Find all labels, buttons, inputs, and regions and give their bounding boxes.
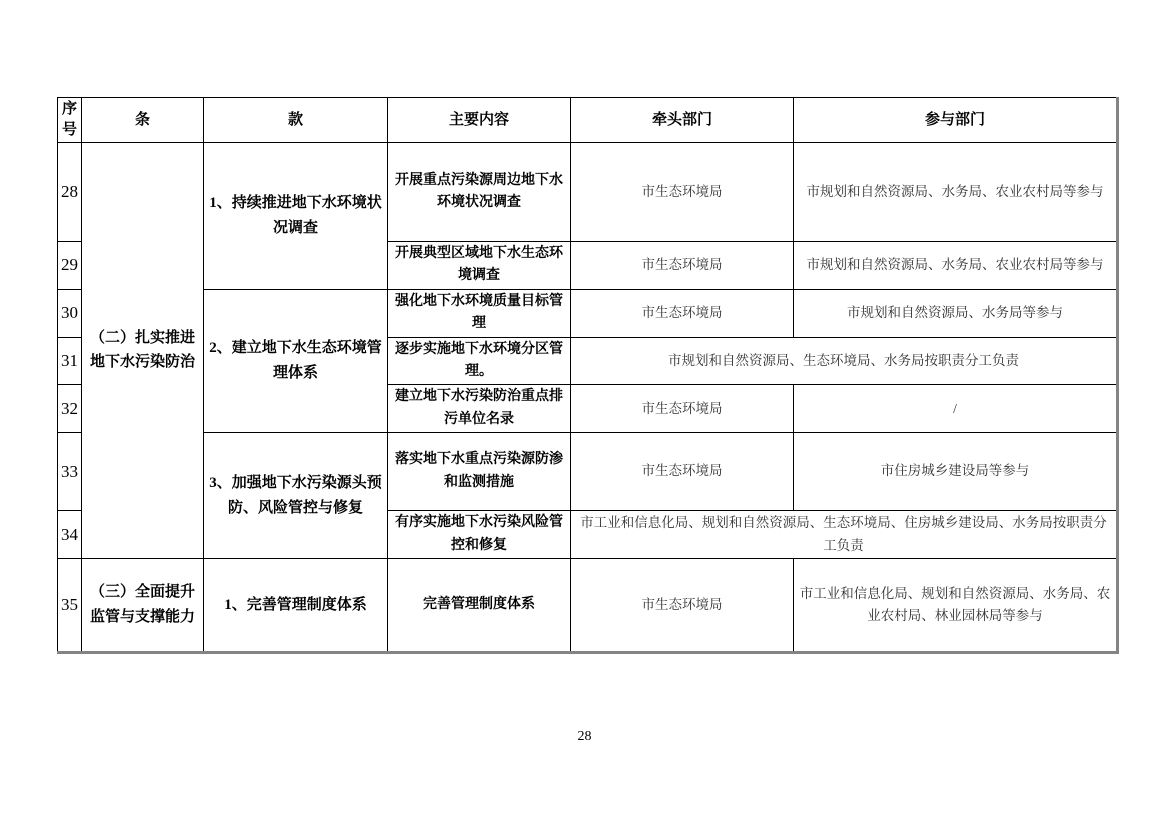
row-number: 32: [58, 385, 82, 433]
lead-dept-cell: 市生态环境局: [571, 289, 794, 337]
row-number: 34: [58, 511, 82, 559]
table-row-35: [58, 558, 1118, 652]
content-cell: 有序实施地下水污染风险管控和修复: [388, 511, 571, 559]
row-number: 35: [58, 558, 82, 652]
row-number: 31: [58, 337, 82, 385]
lead-dept-cell: 市生态环境局: [571, 242, 794, 290]
merged-dept-cell: 市规划和自然资源局、生态环境局、水务局按职责分工负责: [571, 337, 1118, 385]
content-cell: 建立地下水污染防治重点排污单位名录: [388, 385, 571, 433]
table-header-row: [58, 98, 1118, 143]
content-cell: 完善管理制度体系: [388, 558, 571, 652]
content-cell: 开展典型区域地下水生态环境调查: [388, 242, 571, 290]
article-cell-3: （三）全面提升监管与支撑能力: [82, 558, 204, 652]
row-number: 28: [58, 143, 82, 242]
participants-cell: 市规划和自然资源局、水务局、农业农村局等参与: [794, 242, 1118, 290]
table-row-33: [58, 433, 1118, 511]
col-header-article: 条: [82, 98, 204, 143]
lead-dept-cell: 市生态环境局: [571, 558, 794, 652]
article-cell-2: （二）扎实推进地下水污染防治: [82, 143, 204, 559]
clause-cell-3: 3、加强地下水污染源头预防、风险管控与修复: [204, 433, 388, 559]
clause-cell-2: 2、建立地下水生态环境管理体系: [204, 289, 388, 432]
page-number: 28: [577, 729, 592, 744]
lead-dept-cell: 市生态环境局: [571, 433, 794, 511]
col-header-clause: 款: [204, 98, 388, 143]
merged-dept-cell: 市工业和信息化局、规划和自然资源局、生态环境局、住房城乡建设局、水务局按职责分工负责: [571, 511, 1118, 559]
content-cell: 落实地下水重点污染源防渗和监测措施: [388, 433, 571, 511]
content-cell: 强化地下水环境质量目标管理: [388, 289, 571, 337]
row-number: 33: [58, 433, 82, 511]
clause-cell-4: 1、完善管理制度体系: [204, 558, 388, 652]
participants-cell: 市住房城乡建设局等参与: [794, 433, 1118, 511]
col-header-content: 主要内容: [388, 98, 571, 143]
action-plan-table: [57, 97, 1119, 654]
lead-dept-cell: 市生态环境局: [571, 143, 794, 242]
row-number: 30: [58, 289, 82, 337]
content-cell: 开展重点污染源周边地下水环境状况调查: [388, 143, 571, 242]
participants-cell: 市规划和自然资源局、水务局、农业农村局等参与: [794, 143, 1118, 242]
row-number: 29: [58, 242, 82, 290]
participants-cell: 市工业和信息化局、规划和自然资源局、水务局、农业农村局、林业园林局等参与: [794, 558, 1118, 652]
participants-cell: /: [794, 385, 1118, 433]
col-header-lead-dept: 牵头部门: [571, 98, 794, 143]
col-header-index: 序号: [58, 98, 82, 143]
participants-cell: 市规划和自然资源局、水务局等参与: [794, 289, 1118, 337]
lead-dept-cell: 市生态环境局: [571, 385, 794, 433]
clause-cell-1: 1、持续推进地下水环境状况调查: [204, 143, 388, 290]
table-row-28: [58, 143, 1118, 242]
col-header-participants: 参与部门: [794, 98, 1118, 143]
table-row-30: [58, 289, 1118, 337]
content-cell: 逐步实施地下水环境分区管理。: [388, 337, 571, 385]
